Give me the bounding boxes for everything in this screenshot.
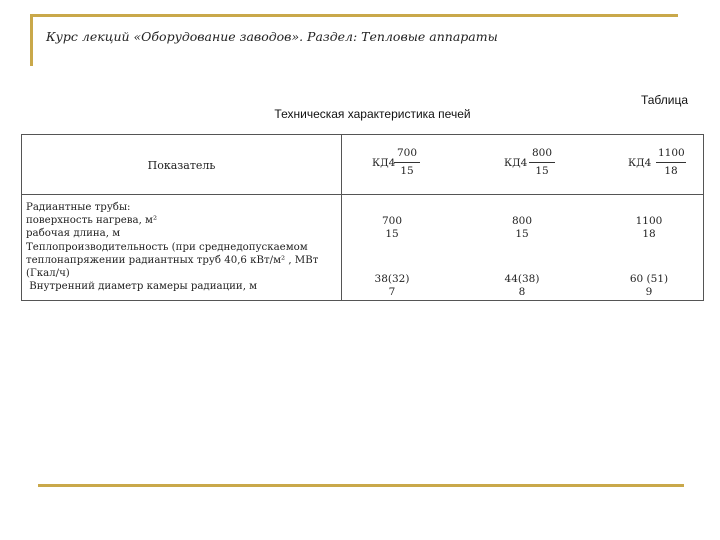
- parameter-line: теплонапряжении радиантных труб 40,6 кВт/м² , МВт: [26, 254, 319, 266]
- model-header-1: [372, 145, 462, 185]
- model-name: КД4: [504, 157, 528, 169]
- values-col-1-top: [347, 215, 437, 241]
- table-label: Таблица: [640, 93, 688, 107]
- header-left-rule: [30, 14, 33, 66]
- value-diameter: 8: [518, 286, 526, 299]
- parameter-line: Радиантные трубы:: [26, 202, 131, 213]
- value-length: 18: [642, 228, 656, 241]
- value-length: 15: [515, 228, 529, 241]
- slide-header-title: Курс лекций «Оборудование заводов». Раздел: Тепловые аппараты: [46, 29, 498, 44]
- model-denominator: 15: [535, 165, 549, 177]
- parameter-line: Внутренний диаметр камеры радиации, м: [26, 281, 258, 293]
- parameter-line: (Гкал/ч): [26, 268, 70, 280]
- model-denominator: 18: [664, 165, 678, 177]
- value-length: 15: [385, 228, 399, 241]
- value-heat: 60 (51): [629, 273, 669, 285]
- model-numerator: 1100: [658, 147, 685, 159]
- header-row-separator: [22, 194, 703, 195]
- column-separator: [341, 135, 342, 300]
- furnace-spec-table: [21, 134, 704, 301]
- value-heat: 44(38): [504, 273, 540, 285]
- value-diameter: 7: [388, 286, 396, 299]
- indicator-header: Показатель: [147, 159, 216, 172]
- model-numerator: 700: [396, 147, 418, 159]
- values-col-1-bottom: [347, 273, 437, 299]
- model-header-2: [504, 145, 594, 185]
- value-surface: 1100: [635, 215, 663, 227]
- model-numerator: 800: [531, 147, 553, 159]
- value-surface: 800: [511, 215, 533, 227]
- value-diameter: 9: [645, 286, 653, 299]
- model-denominator: 15: [400, 165, 414, 177]
- model-header-3: [628, 145, 718, 185]
- parameter-line: рабочая длина, м: [26, 228, 121, 240]
- table-caption: Техническая характеристика печей: [274, 107, 471, 121]
- header-top-rule: [30, 14, 678, 17]
- values-col-3-top: [604, 215, 694, 241]
- parameter-line: поверхность нагрева, м²: [26, 215, 158, 227]
- values-col-2-top: [477, 215, 567, 241]
- parameter-line: Теплопроизводительность (при среднедопускаемом: [26, 241, 308, 253]
- model-name: КД4: [628, 157, 652, 169]
- model-name: КД4: [372, 157, 396, 169]
- values-col-2-bottom: [477, 273, 567, 299]
- values-col-3-bottom: [604, 273, 694, 299]
- value-heat: 38(32): [374, 273, 410, 285]
- parameter-list: [26, 201, 338, 293]
- footer-rule: [38, 484, 684, 487]
- value-surface: 700: [381, 215, 403, 227]
